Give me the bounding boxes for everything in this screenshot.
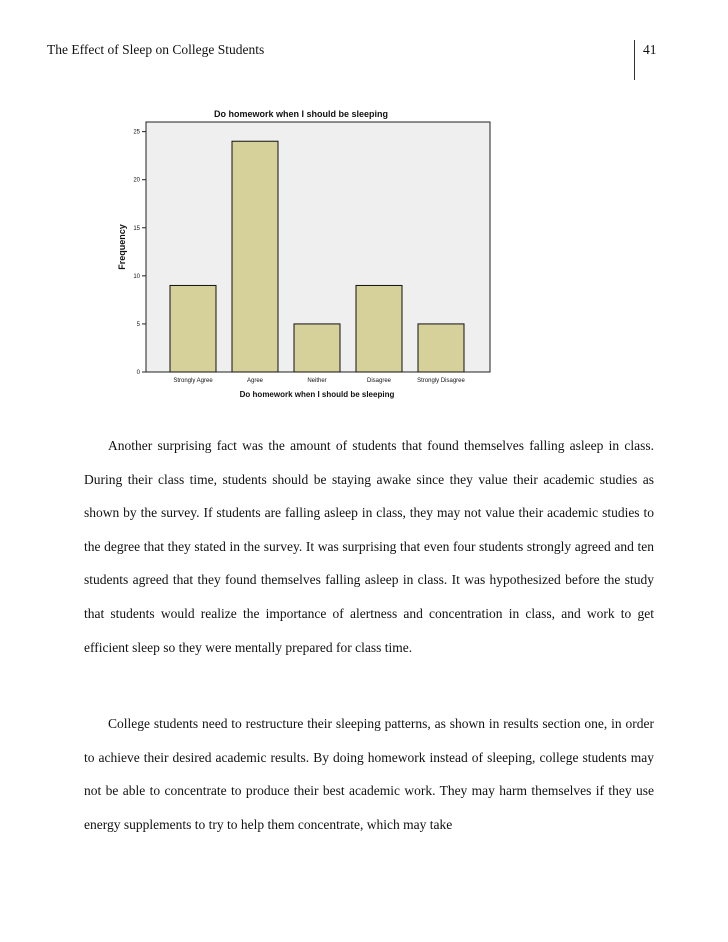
- y-axis: [133, 130, 146, 376]
- bar: [170, 285, 216, 372]
- y-tick-label: 0: [136, 370, 140, 376]
- x-tick-label: Strongly Agree: [173, 378, 213, 384]
- x-tick-label: Neither: [307, 378, 327, 384]
- bar: [418, 324, 464, 372]
- y-tick-label: 15: [133, 225, 140, 232]
- x-tick-label: Disagree: [366, 378, 392, 384]
- bar-chart: [108, 100, 498, 405]
- bar: [232, 141, 278, 372]
- chart-title: Do homework when I should be sleeping: [213, 109, 389, 119]
- y-axis-label: Frequency: [117, 224, 127, 270]
- y-tick-label: 25: [133, 129, 140, 136]
- x-tick-label: Strongly Disagree: [417, 378, 465, 384]
- header-divider: [634, 40, 635, 80]
- body-paragraph: College students need to restructure their sleeping patterns, as shown in results section one, in order to achieve their desired academic results. By doing homework instead of sleeping, college students may not be able to concentrate to produce their best academic work. They may harm themselves if they use energy supplements to try to help them concentrate, which may take: [84, 716, 654, 832]
- x-axis-label: Do homework when I should be sleeping: [239, 390, 395, 399]
- x-axis: [173, 378, 465, 384]
- body-paragraph: Another surprising fact was the amount of students that found themselves falling asleep in class. During their class time, students should be staying awake since they value their academic studies as shown by the survey. If students are falling asleep in class, they may not value their academic studies to the degree that they stated in the survey. It was surprising that even four students strongly agreed and ten students agreed that they found themselves falling asleep in class. It was hypothesized before the study that students would realize the importance of alertness and concentration in class, and work to get efficient sleep so they were mentally prepared for class time.: [84, 438, 654, 655]
- bar: [356, 285, 402, 372]
- y-tick-label: 20: [133, 177, 140, 184]
- bar: [294, 324, 340, 372]
- x-tick-label: Agree: [246, 378, 264, 384]
- y-tick-label: 10: [133, 273, 140, 280]
- running-header: The Effect of Sleep on College Students: [47, 42, 265, 57]
- page-number: 41: [643, 42, 657, 57]
- y-tick-label: 5: [136, 321, 140, 328]
